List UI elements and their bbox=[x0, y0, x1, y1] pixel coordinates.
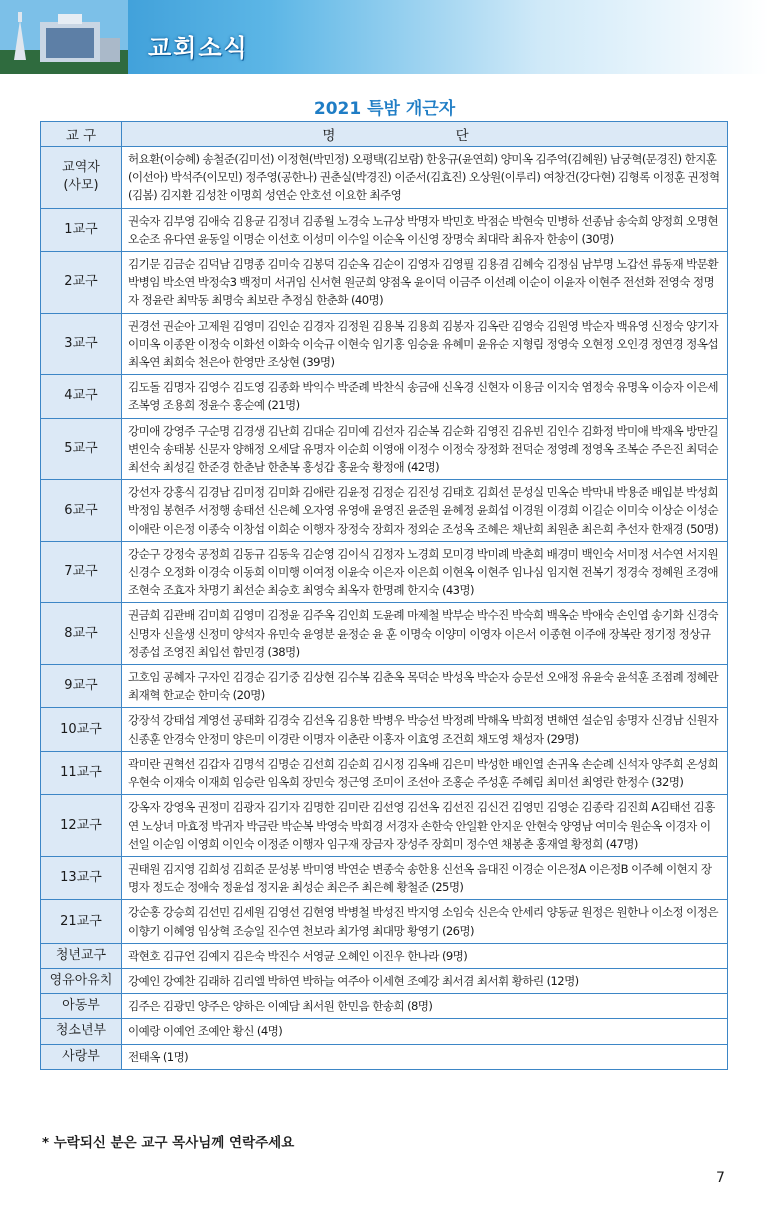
names-cell: 곽미란 권혁선 김갑자 김명석 김명순 김선희 김순희 김시정 김옥배 김은미 박성한 배인열 손귀옥 손순례 신석자 양주희 온성희 우현숙 이재숙 이재희 임승란 임옥희 장민숙 정근영 조미이 조선아 조홍순 주성훈 주혜림 최미선 최영란 한정수 (32명) bbox=[122, 751, 728, 794]
page-number: 7 bbox=[716, 1170, 725, 1186]
table-header-row bbox=[41, 122, 728, 147]
names-cell: 강미애 강영주 구순명 김경생 김난희 김대순 김미예 김선자 김순복 김순화 김영진 김유빈 김인수 김화정 박미애 박재옥 방만길 변인숙 송태봉 신문자 양해정 오세달 유명자 이순희 이영애 이정수 이정숙 장정화 전덕순 정영례 정영옥 조복순 주은진 최덕순 최선숙 최성길 한준경 한춘남 한춘복 홍성갑 홍윤숙 황정애 (42명) bbox=[122, 418, 728, 480]
names-cell: 권경선 권순아 고제원 김영미 김인순 김경자 김정원 김용복 김용희 김봉자 김옥란 김영숙 김원영 박순자 백유영 신정숙 양기자 이미옥 이종완 이정숙 이화선 이화숙 이숙규 이현숙 임기홍 임승윤 유혜미 윤유순 지형림 정영숙 오현정 오인경 정연경 정옥섭 최옥연 최희숙 천은아 한영만 조상현 (39명) bbox=[122, 313, 728, 375]
table-row bbox=[41, 208, 728, 251]
parish-cell: 청소년부 bbox=[41, 1019, 122, 1044]
table-row bbox=[41, 943, 728, 968]
names-cell: 허요환(이승혜) 송철준(김미선) 이정현(박민정) 오평택(김보람) 한웅규(윤연희) 양미옥 김주억(김혜원) 남궁혁(문경진) 한지훈(이선아) 박석주(이모민) 정주영(공한나) 권춘실(박경진) 이준서(김효진) 오상원(이루리) 여창건(강다현) 김형록 이정훈 권정혁(김봄) 김지환 김성찬 이명희 성연순 안호선 이요한 최주영 bbox=[122, 147, 728, 209]
table-row bbox=[41, 147, 728, 209]
parish-cell: 사랑부 bbox=[41, 1044, 122, 1069]
names-cell: 강예인 강예찬 김래하 김리엘 박하연 박하늘 여주아 이세현 조예강 최서겸 최서휘 황하린 (12명) bbox=[122, 968, 728, 993]
parish-cell: 21교구 bbox=[41, 900, 122, 943]
table-row bbox=[41, 856, 728, 899]
names-cell: 전태옥 (1명) bbox=[122, 1044, 728, 1069]
column-header-parish: 교 구 bbox=[41, 122, 122, 147]
table-row bbox=[41, 665, 728, 708]
names-cell: 고호임 공혜자 구자인 김경순 김기중 김상현 김수복 김춘옥 목덕순 박성옥 박순자 승문선 오애정 유윤숙 윤석훈 조점례 정혜란 최재혁 한교순 한미숙 (20명) bbox=[122, 665, 728, 708]
names-cell: 권숙자 김부영 김애숙 김용균 김정녀 김종월 노경숙 노규상 박명자 박민호 박점순 박현숙 민병하 선종남 송숙희 양정희 오명현 오순조 유다연 윤동일 이명순 이선호 이성미 이수일 이순옥 이신영 장명숙 최대락 최유자 한송이 (30명) bbox=[122, 208, 728, 251]
parish-cell: 9교구 bbox=[41, 665, 122, 708]
page-title: 2021 특밤 개근자 bbox=[313, 99, 456, 119]
parish-cell: 아동부 bbox=[41, 994, 122, 1019]
parish-cell: 1교구 bbox=[41, 208, 122, 251]
names-cell: 김기문 김금순 김덕남 김명종 김미숙 김봉덕 김순옥 김순이 김영자 김영필 김용겸 김혜숙 김정심 남부명 노갑선 류동재 박문환 박병임 박소연 박정숙3 백정미 서귀임 신서현 원군희 양점옥 윤이덕 이금주 이선례 이순이 이윤자 이현주 전선화 전영숙 정명자 정윤란 최막동 최명숙 최보란 추정심 한춘화 (40명) bbox=[122, 252, 728, 314]
table-row bbox=[41, 418, 728, 480]
table-row bbox=[41, 313, 728, 375]
parish-cell: 6교구 bbox=[41, 480, 122, 542]
table-row bbox=[41, 751, 728, 794]
footnote: * 누락되신 분은 교구 목사님께 연락주세요 bbox=[42, 1135, 295, 1151]
parish-cell: 영유아유치 bbox=[41, 968, 122, 993]
table-row bbox=[41, 968, 728, 993]
parish-cell: 11교구 bbox=[41, 751, 122, 794]
table-row bbox=[41, 994, 728, 1019]
names-cell: 김도돌 김명자 김영수 김도영 김종화 박익수 박준례 박찬식 송금애 신옥경 신현자 이용금 이지숙 염정숙 유명옥 이승자 이은세 조복영 조용희 정윤수 홍순예 (21명) bbox=[122, 375, 728, 418]
table-row bbox=[41, 795, 728, 857]
parish-cell: 13교구 bbox=[41, 856, 122, 899]
names-cell: 강선자 강홍식 김경남 김미정 김미화 김애란 김윤정 김정순 김진성 김태호 김희선 문성실 민옥순 박막내 박용준 배입분 박성희 박정임 봉현주 서정행 송태선 신은혜 오자영 유영애 윤영진 윤준원 윤혜정 윤희섭 이경원 이경희 이길순 이미숙 이상순 이성순 이애란 이은정 이종숙 이창섭 이희순 이행자 장정숙 장희자 정외순 조성옥 조혜은 채난희 최원춘 최은희 추선자 한재경 (50명) bbox=[122, 480, 728, 542]
table-row bbox=[41, 252, 728, 314]
parish-cell: 7교구 bbox=[41, 541, 122, 603]
table-row bbox=[41, 375, 728, 418]
attendance-table bbox=[40, 121, 728, 1070]
church-photo bbox=[0, 0, 128, 74]
column-header-names: 명 단 bbox=[122, 122, 728, 147]
names-cell: 권금희 김관배 김미희 김영미 김정윤 김주옥 김인희 도윤례 마제철 박부순 박수진 박숙희 백옥순 박애숙 손인엽 송기화 신경숙 신명자 신을생 신정미 양석자 유민숙 윤영분 윤정순 윤 훈 이명숙 이양미 이영자 이은서 이종현 이주애 장복란 정기정 정상규 정종섭 조영진 최입선 함민경 (38명) bbox=[122, 603, 728, 665]
names-cell: 김주은 김광민 양주은 양하은 이예담 최서원 한민음 한송희 (8명) bbox=[122, 994, 728, 1019]
table-row bbox=[41, 541, 728, 603]
table-row bbox=[41, 480, 728, 542]
parish-cell: 12교구 bbox=[41, 795, 122, 857]
names-cell: 강순홍 강승희 김선민 김세원 김영선 김현영 박병철 박성진 박지영 소임숙 신은숙 안세리 양동균 원정은 원한나 이소정 이정은 이향기 이혜영 임상혁 조승일 진수연 천보라 최가영 최대망 황영기 (26명) bbox=[122, 900, 728, 943]
parish-cell: 2교구 bbox=[41, 252, 122, 314]
parish-cell: 3교구 bbox=[41, 313, 122, 375]
names-cell: 강장석 강태섭 계영선 공태화 김경숙 김선옥 김용한 박병우 박승선 박정례 박해옥 박희정 변해연 설순임 송명자 신경남 신원자 신종훈 안경숙 안정미 양은미 이경란 이명자 이춘란 이홍자 이효영 조건희 채도영 채성자 (29명) bbox=[122, 708, 728, 751]
table-row bbox=[41, 708, 728, 751]
section-title: 교회소식 bbox=[148, 34, 249, 62]
table-row bbox=[41, 900, 728, 943]
header-banner bbox=[0, 0, 769, 74]
names-cell: 강옥자 강영옥 권정미 김광자 김기자 김명한 김미란 김선영 김선옥 김선진 김신건 김영민 김영순 김종락 김진희 A김태선 김홍연 노상녀 마효정 박귀자 박금란 박순복 박영숙 박희경 서경자 손한숙 안일환 안지운 안현숙 양영남 여미숙 원순옥 이경자 이선일 이순임 이영희 이인숙 이정준 이행자 임구재 장금자 장성주 장희미 정수연 채봉춘 홍재열 황정희 (47명) bbox=[122, 795, 728, 857]
table-row bbox=[41, 1019, 728, 1044]
parish-cell: 8교구 bbox=[41, 603, 122, 665]
names-cell: 이예랑 이예언 조예안 황신 (4명) bbox=[122, 1019, 728, 1044]
table-body bbox=[41, 147, 728, 1070]
parish-cell: 청년교구 bbox=[41, 943, 122, 968]
table-row bbox=[41, 603, 728, 665]
names-cell: 곽현호 김규언 김예지 김은숙 박진수 서영균 오혜인 이진우 한나라 (9명) bbox=[122, 943, 728, 968]
parish-cell: 5교구 bbox=[41, 418, 122, 480]
names-cell: 강순구 강정숙 공정희 김동규 김동욱 김순영 김이식 김정자 노경희 모미경 박미례 박춘희 배경미 백인숙 서미정 서수연 서지원 신경수 오정화 이경숙 이동희 이미행 이여정 이윤숙 이은자 이은희 이현옥 이현주 임나심 임지현 전복기 정경숙 정혜원 조경애 조현숙 조효자 차명기 최선순 최승호 최영숙 최옥자 한명례 한지숙 (43명) bbox=[122, 541, 728, 603]
parish-cell: 10교구 bbox=[41, 708, 122, 751]
table-row bbox=[41, 1044, 728, 1069]
names-cell: 권태원 김지영 김희성 김희준 문성봉 박미영 박연순 변종숙 송한용 신선옥 음대진 이경순 이은정A 이은정B 이주혜 이현지 장명자 정도순 정애숙 정윤섭 정지윤 최성순 최은주 최은혜 황철준 (25명) bbox=[122, 856, 728, 899]
parish-cell: 4교구 bbox=[41, 375, 122, 418]
parish-cell: 교역자 (사모) bbox=[41, 147, 122, 209]
